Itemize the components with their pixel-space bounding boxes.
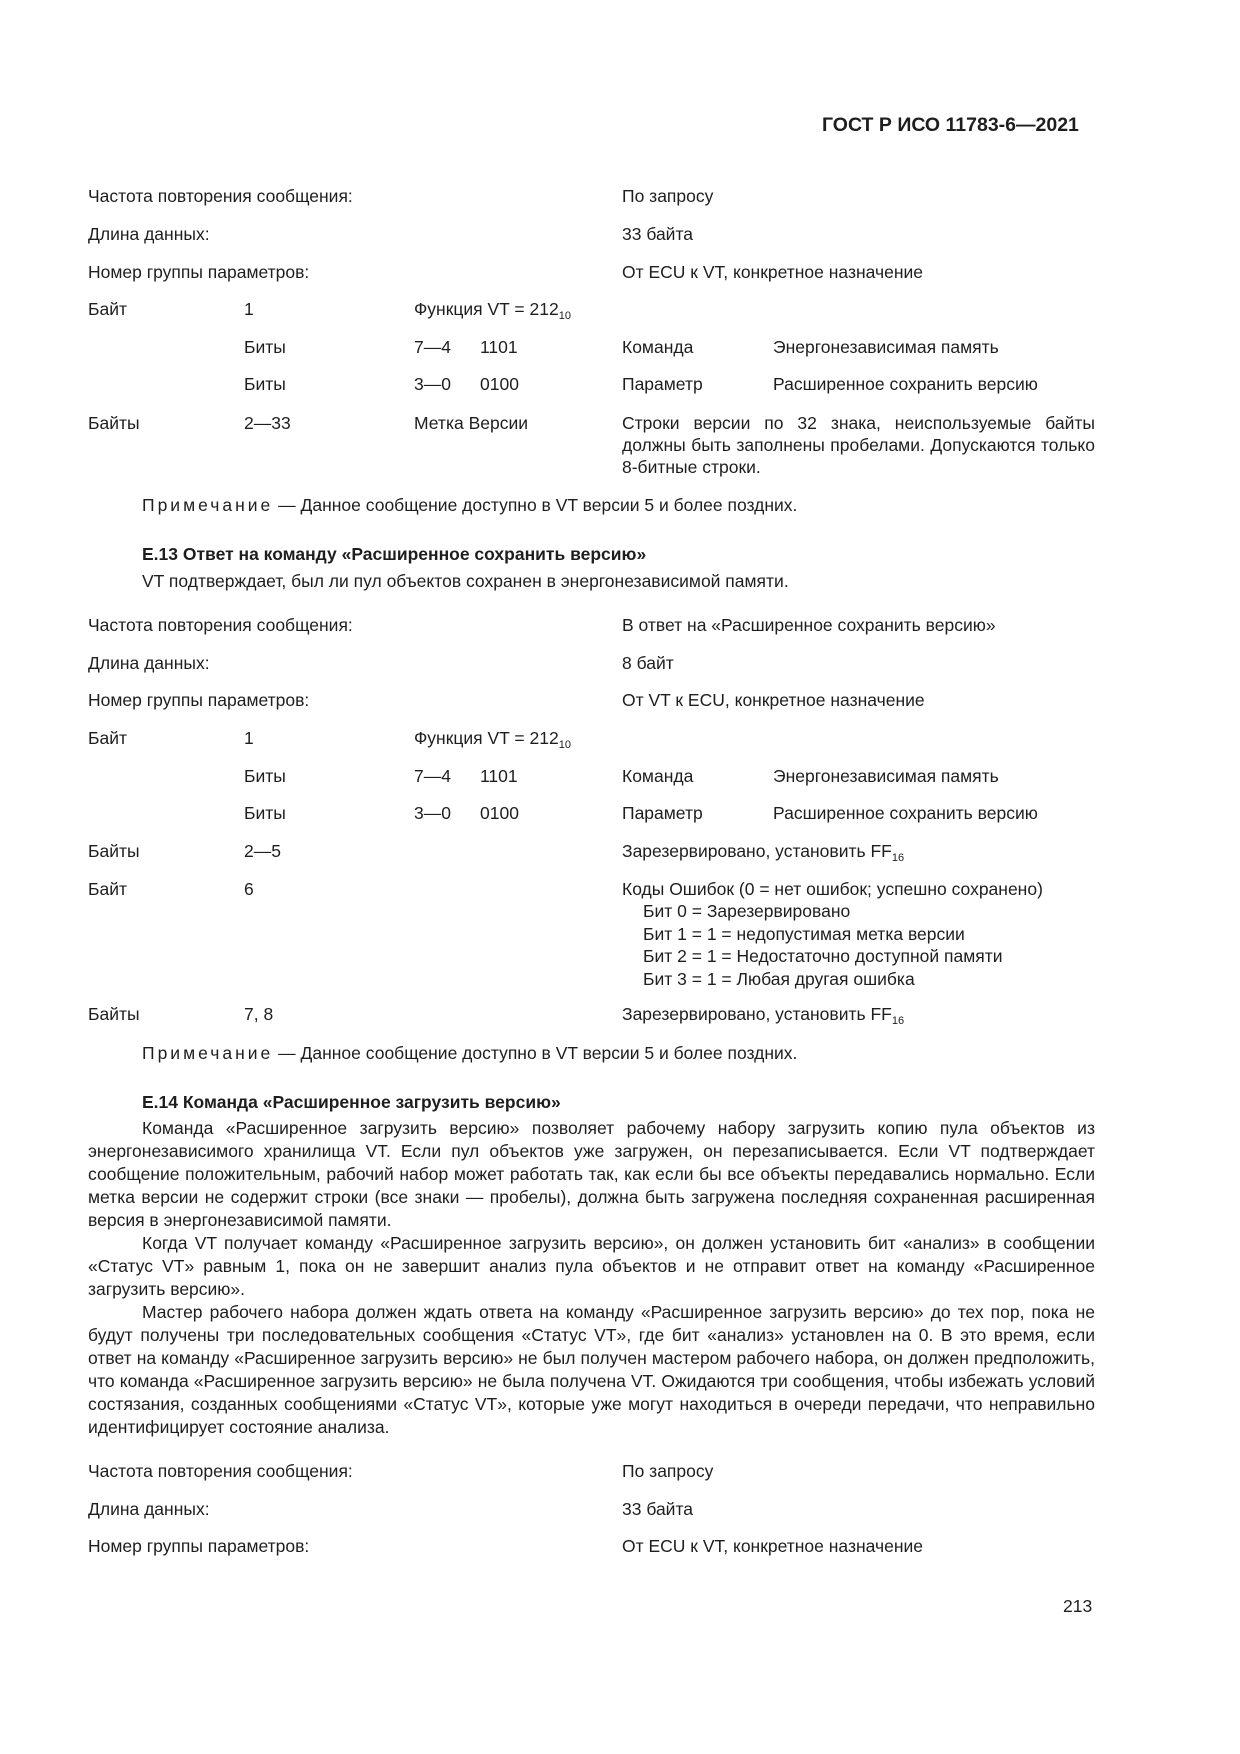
parameter-label: Параметр bbox=[622, 374, 703, 394]
bytes-label: Байты bbox=[88, 1004, 140, 1024]
section-intro: VT подтверждает, был ли пул объектов сохранен в энергонезависимой памяти. bbox=[142, 571, 789, 591]
bits-value: 1101 bbox=[480, 337, 518, 357]
frequency-value: По запросу bbox=[622, 1461, 714, 1481]
document-code: ГОСТ Р ИСО 11783-6—2021 bbox=[822, 114, 1079, 136]
frequency-value: В ответ на «Расширенное сохранить версию» bbox=[622, 615, 996, 635]
vt-function: Функция VT = $212_{10}$ bbox=[414, 728, 571, 751]
pgn-label: Номер группы параметров: bbox=[88, 690, 310, 710]
byte-number: 1 bbox=[244, 299, 254, 319]
data-length-value: 33 байта bbox=[622, 224, 694, 244]
command-label: Команда bbox=[622, 766, 694, 786]
pgn-value: От ECU к VT, конкретное назначение bbox=[622, 1536, 924, 1556]
frequency-label: Частота повторения сообщения: bbox=[88, 1461, 353, 1481]
byte-number: 1 bbox=[244, 728, 254, 748]
command-label: Команда bbox=[622, 337, 694, 357]
byte-label: Байт bbox=[88, 728, 128, 748]
pgn-value: От VT к ECU, конкретное назначение bbox=[622, 690, 925, 710]
frequency-label: Частота повторения сообщения: bbox=[88, 186, 353, 206]
bytes-range: 2—33 bbox=[244, 413, 291, 433]
paragraph: Когда VT получает команду «Расширенное загрузить версию», он должен установить бит «анализ» в сообщении «Статус VT» равным 1, пока он не завершит анализ пула объектов и не отправит ответ на команду «Расширенное загрузить версию». bbox=[88, 1233, 1095, 1299]
reserved-value: Зарезервировано, установить $FF_{16}$ bbox=[622, 841, 905, 864]
note: Примечание — Данное сообщение доступно в VT версии 5 и более поздних. bbox=[142, 1043, 798, 1063]
data-length-value: 8 байт bbox=[622, 653, 674, 673]
bits-label: Биты bbox=[244, 766, 286, 786]
vt-function: Функция VT = $212_{10}$ bbox=[414, 299, 571, 322]
pgn-label: Номер группы параметров: bbox=[88, 1536, 310, 1556]
paragraph: Мастер рабочего набора должен ждать ответа на команду «Расширенное загрузить версию» до тех пор, пока не будут получены три последовательных сообщения «Статус VT», где бит «анализ» установлен на 0. В это время, если ответ на команду «Расширенное загрузить версию» не был получен мастером рабочего набора, он должен предположить, что команда «Расширенное загрузить версию» не была получена VT. Ожидаются три сообщения, чтобы избежать условий состязания, созданных сообщениями «Статус VT», которые уже могут находиться в очереди передачи, что неправильно идентифицирует состояние анализа. bbox=[88, 1302, 1095, 1437]
bits-label: Биты bbox=[244, 803, 286, 823]
bytes-label: Байты bbox=[88, 841, 140, 861]
bits-label: Биты bbox=[244, 374, 286, 394]
bits-range: 3—0 bbox=[414, 803, 451, 823]
paragraph: Команда «Расширенное загрузить версию» позволяет рабочему набору загрузить копию пула объектов из энергонезависимого хранилища VT. Если пул объектов уже загружен, он перезаписывается. Если VT подтверждает сообщение положительным, рабочий набор может работать так, как если бы все объекты передавались нормально. Если метка версии не содержит строки (все знаки — пробелы), должна быть загружена последняя сохраненная расширенная версия в энергонезависимой памяти. bbox=[88, 1118, 1095, 1230]
data-length-label: Длина данных: bbox=[88, 1499, 210, 1519]
frequency-label: Частота повторения сообщения: bbox=[88, 615, 353, 635]
section-body bbox=[88, 1117, 1095, 1439]
page-number: 213 bbox=[1063, 1596, 1093, 1616]
error-bit-item: Бит 2 = 1 = Недостаточно доступной памяти bbox=[643, 946, 1003, 966]
error-bits-list bbox=[643, 900, 1003, 990]
bytes-range: 2—5 bbox=[244, 841, 281, 861]
parameter-value: Расширенное сохранить версию bbox=[773, 803, 1038, 823]
parameter-value: Расширенное сохранить версию bbox=[773, 374, 1038, 394]
frequency-value: По запросу bbox=[622, 186, 714, 206]
bits-label: Биты bbox=[244, 337, 286, 357]
bits-value: 1101 bbox=[480, 766, 518, 786]
bits-range: 7—4 bbox=[414, 337, 451, 357]
byte-label: Байт bbox=[88, 879, 128, 899]
byte-number: 6 bbox=[244, 879, 254, 899]
data-length-label: Длина данных: bbox=[88, 224, 210, 244]
pgn-value: От ECU к VT, конкретное назначение bbox=[622, 262, 924, 282]
error-bit-item: Бит 3 = 1 = Любая другая ошибка bbox=[643, 968, 915, 989]
parameter-label: Параметр bbox=[622, 803, 703, 823]
error-bit-item: Бит 1 = 1 = недопустимая метка версии bbox=[643, 923, 965, 944]
bits-range: 7—4 bbox=[414, 766, 451, 786]
note: Примечание — Данное сообщение доступно в VT версии 5 и более поздних. bbox=[142, 495, 798, 515]
command-value: Энергонезависимая память bbox=[773, 337, 999, 357]
bits-value: 0100 bbox=[480, 803, 519, 823]
command-value: Энергонезависимая память bbox=[773, 766, 999, 786]
bytes-description: Строки версии по 32 знака, неиспользуемые байты должны быть заполнены пробелами. Допускаются только 8-битные строки. bbox=[622, 413, 1095, 477]
bits-value: 0100 bbox=[480, 374, 519, 394]
reserved-value: Зарезервировано, установить $FF_{16}$ bbox=[622, 1004, 905, 1027]
section-heading-e14: E.14 Команда «Расширенное загрузить версию» bbox=[142, 1092, 561, 1112]
data-length-label: Длина данных: bbox=[88, 653, 210, 673]
data-length-value: 33 байта bbox=[622, 1499, 694, 1519]
byte-label: Байт bbox=[88, 299, 128, 319]
bytes-range: 7, 8 bbox=[244, 1004, 274, 1024]
bits-range: 3—0 bbox=[414, 374, 451, 394]
pgn-label: Номер группы параметров: bbox=[88, 262, 310, 282]
section-heading-e13: E.13 Ответ на команду «Расширенное сохранить версию» bbox=[142, 544, 647, 564]
bytes-label: Байты bbox=[88, 413, 140, 433]
bytes-name: Метка Версии bbox=[414, 413, 529, 433]
error-bit-item: Бит 0 = Зарезервировано bbox=[643, 901, 851, 921]
error-codes-title: Коды Ошибок (0 = нет ошибок; успешно сохранено) bbox=[622, 879, 1043, 899]
